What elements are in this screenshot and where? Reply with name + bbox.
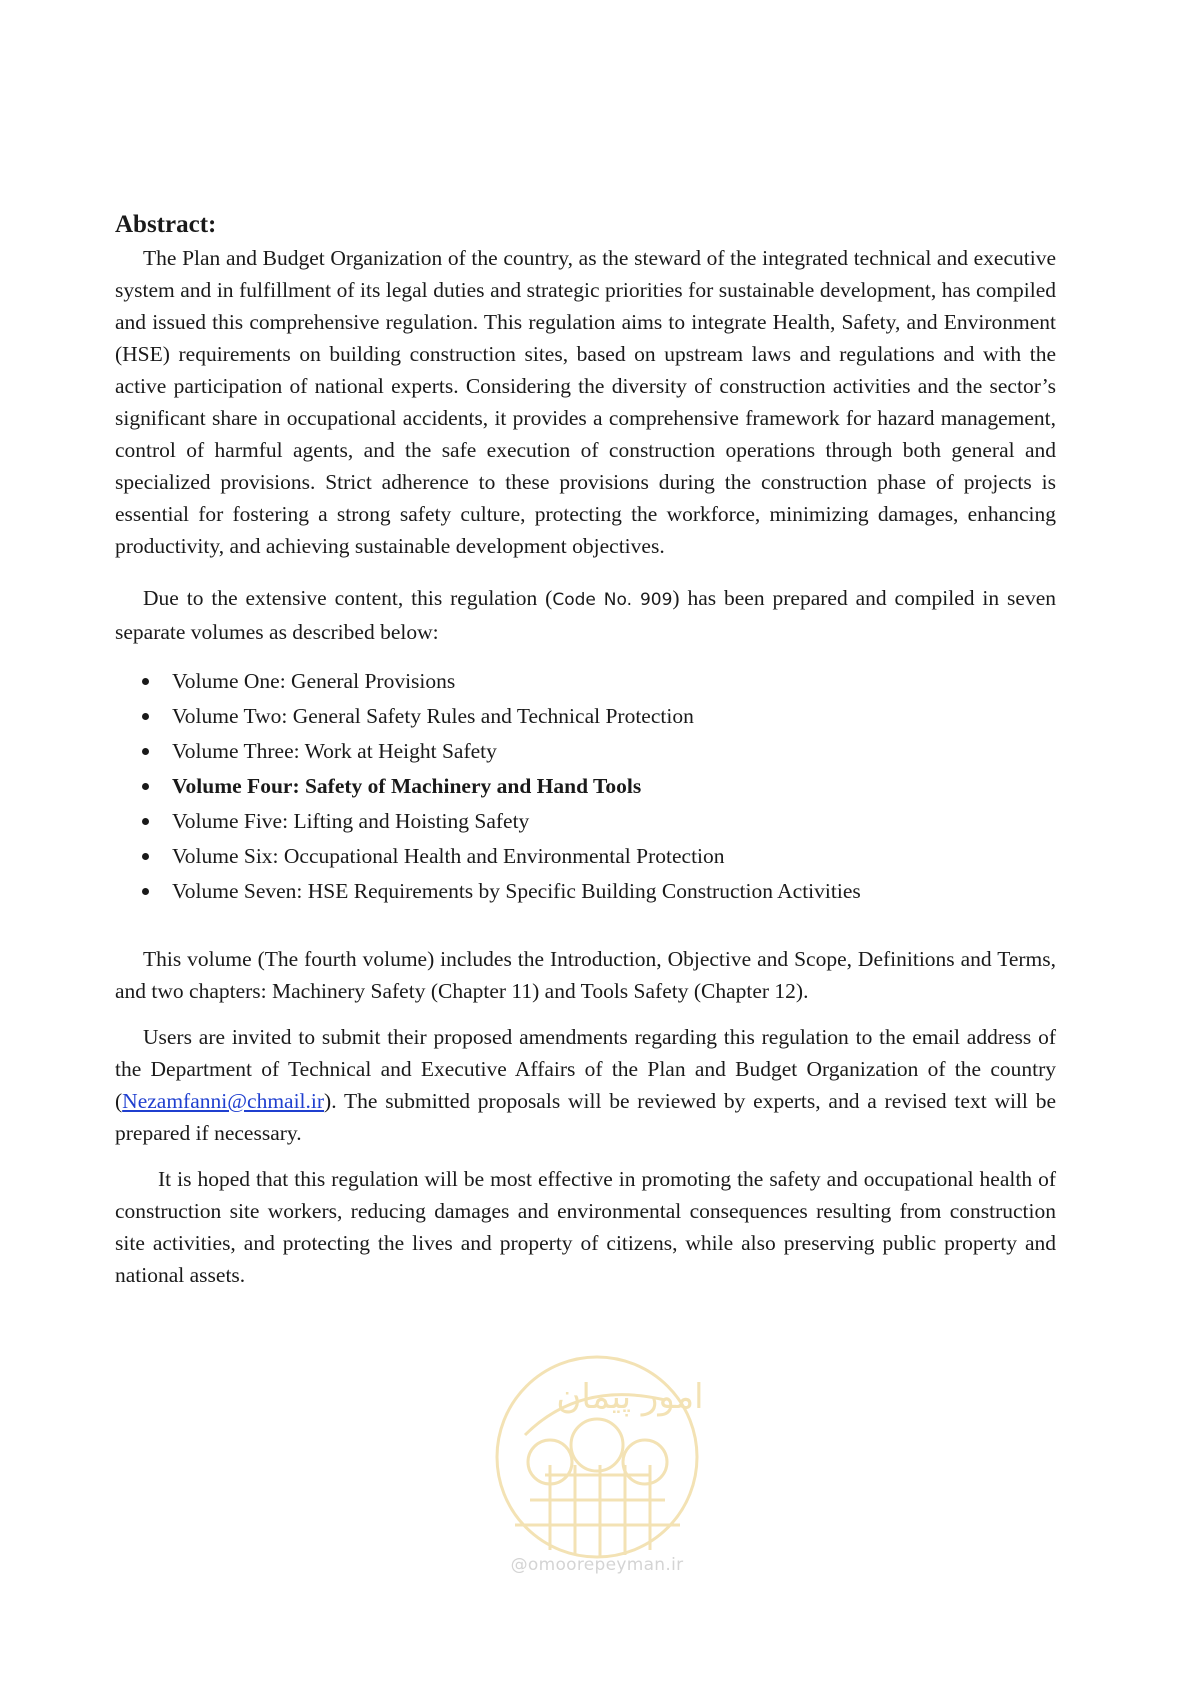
code-number: Code No. 909 <box>552 590 673 610</box>
volume-item-three <box>115 734 1056 769</box>
bullet-icon <box>142 783 149 790</box>
amendments-before: Users are invited to submit their proposed amendments regarding this regulation to the email address of the Department of Technical and Executive Affairs of the Plan and Budget Organization of the country ( <box>115 1025 1056 1113</box>
this-volume-paragraph: This volume (The fourth volume) includes the Introduction, Objective and Scope, Definitions and Terms, and two chapters: Machinery Safety (Chapter 11) and Tools Safety (Chapter 12). <box>115 947 1056 1003</box>
bullet-icon <box>142 853 149 860</box>
volume-label: Volume Seven: HSE Requirements by Specific Building Construction Activities <box>172 879 861 903</box>
amendments-after: ). The submitted proposals will be reviewed by experts, and a revised text will be prepared if necessary. <box>115 1089 1056 1145</box>
volumes-intro-paragraph <box>115 582 1056 648</box>
closing-paragraph: It is hoped that this regulation will be most effective in promoting the safety and occupational health of construction site workers, reducing damages and environmental consequences resulting from construction site activities, and protecting the lives and property of citizens, while also preserving public property and national assets. <box>115 1167 1056 1287</box>
watermark-seal-text: امور پیمان <box>556 1377 704 1417</box>
volume-item-six <box>115 839 1056 874</box>
volume-item-four <box>115 769 1056 804</box>
volume-item-seven <box>115 874 1056 909</box>
volume-label: Volume One: General Provisions <box>172 669 456 693</box>
volumes-intro-before: Due to the extensive content, this regulation ( <box>143 586 553 610</box>
abstract-heading: Abstract: <box>115 211 217 238</box>
watermark-site-text: @omoorepeyman.ir <box>510 1555 684 1575</box>
email-link[interactable]: Nezamfanni@chmail.ir <box>122 1089 325 1113</box>
volume-label: Volume Six: Occupational Health and Environmental Protection <box>172 844 725 868</box>
bullet-icon <box>142 678 149 685</box>
watermark-seal-icon <box>490 1350 705 1565</box>
abstract-paragraph: The Plan and Budget Organization of the country, as the steward of the integrated technical and executive system and in fulfillment of its legal duties and strategic priorities for sustainable development, has compiled and issued this comprehensive regulation. This regulation aims to integrate Health, Safety, and Environment (HSE) requirements on building construction sites, based on upstream laws and regulations and with the active participation of national experts. Considering the diversity of construction activities and the sector’s significant share in occupational accidents, it provides a comprehensive framework for hazard management, control of harmful agents, and the safe execution of construction operations through both general and specialized provisions. Strict adherence to these provisions during the construction phase of projects is essential for fostering a strong safety culture, protecting the workforce, minimizing damages, enhancing productivity, and achieving sustainable development objectives. <box>115 246 1056 558</box>
volume-label: Volume Four: Safety of Machinery and Hand Tools <box>172 774 642 798</box>
bullet-icon <box>142 818 149 825</box>
bullet-icon <box>142 888 149 895</box>
bullet-icon <box>142 748 149 755</box>
volume-label: Volume Five: Lifting and Hoisting Safety <box>172 809 530 833</box>
volume-item-five <box>115 804 1056 839</box>
volume-label: Volume Three: Work at Height Safety <box>172 739 497 763</box>
volume-list <box>115 664 1056 909</box>
volume-item-two <box>115 699 1056 734</box>
volume-item-one <box>115 664 1056 699</box>
page-content <box>115 210 1056 1291</box>
volumes-intro-after: ) has been prepared and compiled in seven separate volumes as described below: <box>115 586 1057 644</box>
amendments-paragraph <box>115 1021 1056 1149</box>
volume-label: Volume Two: General Safety Rules and Technical Protection <box>172 704 694 728</box>
bullet-icon <box>142 713 149 720</box>
